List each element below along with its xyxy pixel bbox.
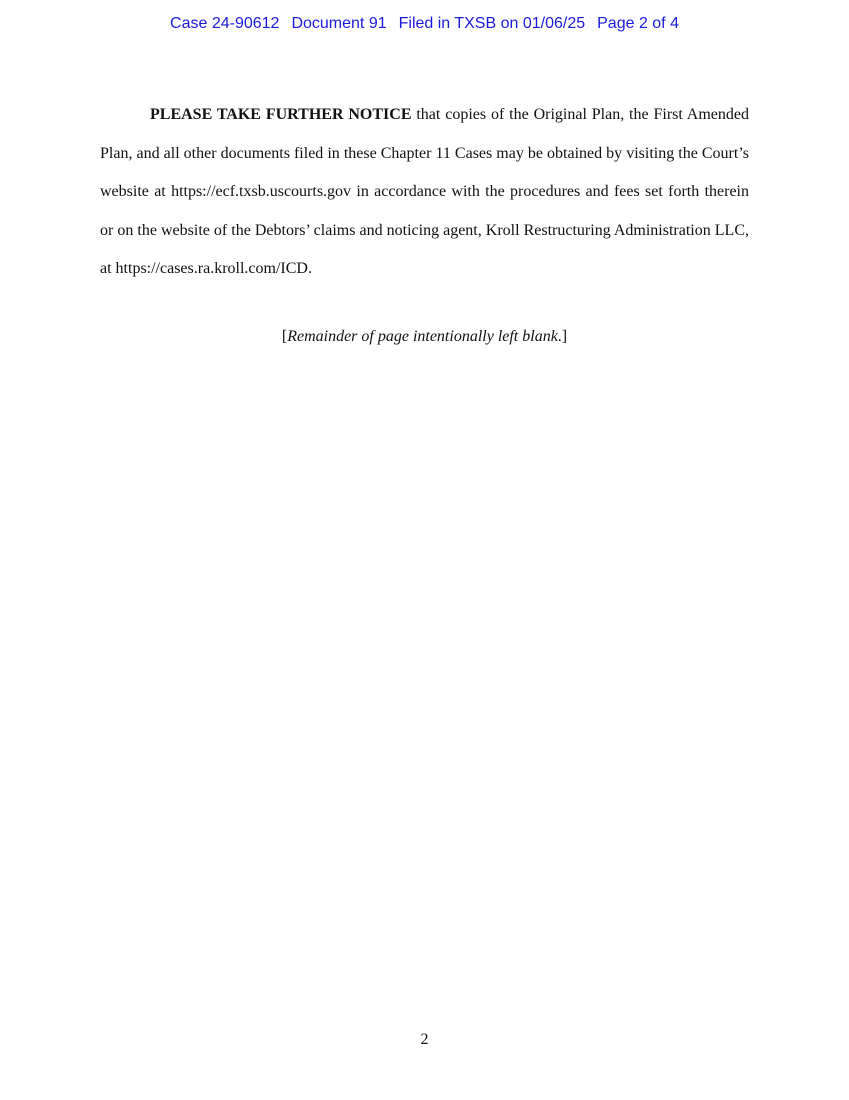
ecf-filing-header — [0, 15, 849, 33]
page-of-pages: Page 2 of 4 — [597, 15, 679, 32]
remainder-close: .] — [557, 328, 568, 345]
case-number: Case 24-90612 — [170, 15, 280, 32]
document-number: Document 91 — [291, 15, 387, 32]
notice-lead: PLEASE TAKE FURTHER NOTICE — [150, 106, 412, 123]
notice-text: that copies of the Original Plan, the First Amended Plan, and all other documents filed in these Chapter 11 Cases may be obtained by visiting the Court’s website at https://ecf.txsb.uscourts.gov in accordance with the procedures and fees set forth therein or on the website of the Debtors’ claims and noticing agent, Kroll Restructuring Administration LLC, at https://cases.ra.kroll.com/ICD. — [100, 106, 749, 277]
page-number: 2 — [420, 1031, 429, 1048]
remainder-blank-note — [0, 328, 849, 346]
filed-date: Filed in TXSB on 01/06/25 — [398, 15, 586, 32]
remainder-open-bracket: [ — [281, 328, 288, 345]
remainder-text: Remainder of page intentionally left blank — [287, 328, 558, 345]
notice-paragraph — [100, 96, 749, 289]
